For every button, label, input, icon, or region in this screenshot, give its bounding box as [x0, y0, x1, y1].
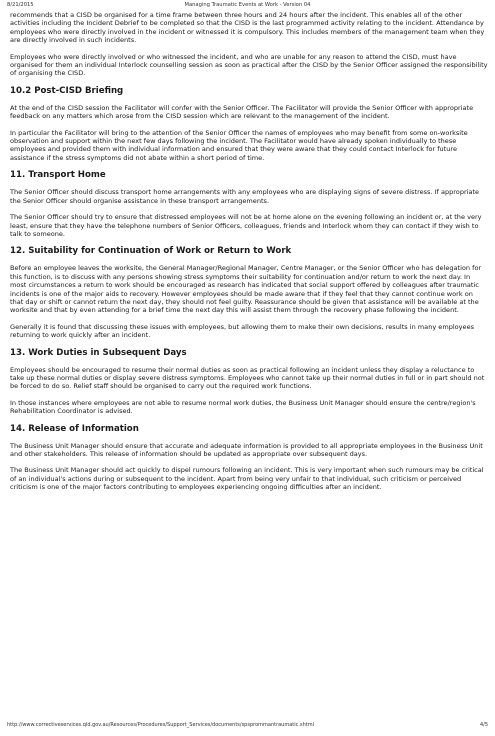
paragraph: Before an employee leaves the worksite, the General Manager/Regional Manager, Centre Manager, or the Senior Officer who has delegation for this function, is to discuss with any persons showing stress symptoms their suitability for continuation and/or return to work the next day. In most circumstances a return to work should be encouraged as research has indicated that social support offered by colleagues after traumatic incidents is one of the major aids to recovery. However employees should be made aware that if they feel that they cannot continue work on that day or shift or cannot return the next day, they should not feel guilty. Reassurance should be given that assistance will be available at the worksite and that by even attending for a brief time the next day this will assist them through the recovery phase following the incident. [10, 264, 482, 315]
paragraph: Employees who were directly involved or who witnessed the incident, and who are unable for any reason to attend the CISD, must have organised for them an individual Interlock counselling session as soon as practical after the CISD by the Senior Officer assigned the responsibility of organising the CISD. [10, 52, 488, 78]
section-transport-home [10, 170, 488, 238]
page-number: 4/5 [479, 722, 488, 728]
paragraph: Employees should be encouraged to resume their normal duties as soon as practical following an incident unless they display a reluctance to take up these normal duties or display severe distress symptoms. Employees who cannot take up their normal duties in full or in part should not be forced to do so. Relief staff should be organised to carry out the required work functions. [10, 365, 485, 391]
section-suitability-for-work [10, 246, 488, 339]
paragraph: The Senior Officer should try to ensure that distressed employees will not be at home alone on the evening following an incident or, at the very least, ensure that they have the telephone numbers of Senior Officers, colleagues, friends and Interlock whom they can contact if they wish to talk to someone. [10, 213, 482, 238]
section-heading: 12. Suitability for Continuation of Work or Return to Work [10, 246, 292, 257]
section-cisd-continued [10, 11, 488, 78]
document-title: Managing Traumatic Events at Work - Version 04 [184, 2, 311, 8]
section-work-duties [10, 348, 488, 416]
paragraph: Generally it is found that discussing these issues with employees, but allowing them to make their own decisions, results in many employees returning to work quickly after an incident. [10, 322, 475, 340]
document-body [10, 11, 488, 500]
section-heading: 11. Transport Home [10, 170, 106, 181]
print-footer [7, 722, 488, 730]
paragraph: In particular the Facilitator will bring to the attention of the Senior Officer the names of employees who may benefit from some on-worksite observation and support within the next few days following the incident. The Facilitator would have already spoken individually to these employees and provided them with individual information and ensured that they were aware that they could contact Interlock for future assistance if the stress symptoms did not abate within a short period of time. [10, 128, 468, 162]
page-url: http://www.correctiveservices.qld.gov.au/Resources/Procedures/Support_Services/documents/spsprommantraumatic.shtml [7, 722, 314, 728]
paragraph: In those instances where employees are not able to resume normal work duties, the Business Unit Manager should ensure the centre/region's Rehabilitation Coordinator is advised. [10, 398, 476, 416]
section-heading: 14. Release of Information [10, 423, 139, 434]
section-post-cisd-briefing [10, 86, 488, 162]
section-release-of-information [10, 424, 488, 492]
section-heading: 13. Work Duties in Subsequent Days [10, 347, 187, 358]
paragraph: The Business Unit Manager should ensure that accurate and adequate information is provided to all appropriate employees in the Business Unit and other stakeholders. This release of information should be updated as appropriate over subsequent days. [10, 441, 483, 458]
print-date: 8/21/2015 [7, 2, 34, 8]
paragraph: The Senior Officer should discuss transport home arrangements with any employees who are displaying signs of severe distress. If appropriate the Senior Officer should organise assistance in these transport arrangements. [10, 188, 480, 205]
section-heading: 10.2 Post-CISD Briefing [10, 85, 124, 96]
paragraph: At the end of the CISD session the Facilitator will confer with the Senior Officer. The Facilitator will provide the Senior Officer with appropriate feedback on any matters which arose from the CISD session which are relevant to the management of the incident. [10, 103, 474, 121]
paragraph: recommends that a CISD be organised for a time frame between three hours and 24 hours after the incident. This enables all of the other activities including the Incident Debrief to be completed so that the CISD is the last programmed activity relating to the incident. Attendance by employees who were directly involved in the incident or witnessed it is compulsory. This includes members of the management team when they are directly involved in such incidents. [10, 11, 485, 45]
paragraph: The Business Unit Manager should act quickly to dispel rumours following an incident. This is very important when such rumours may be critical of an individual's actions during or subsequent to the incident. Apart from being very unfair to that individual, such criticism or perceived criticism is one of the major factors contributing to employees experiencing ongoing difficulties after an incident. [10, 466, 484, 492]
